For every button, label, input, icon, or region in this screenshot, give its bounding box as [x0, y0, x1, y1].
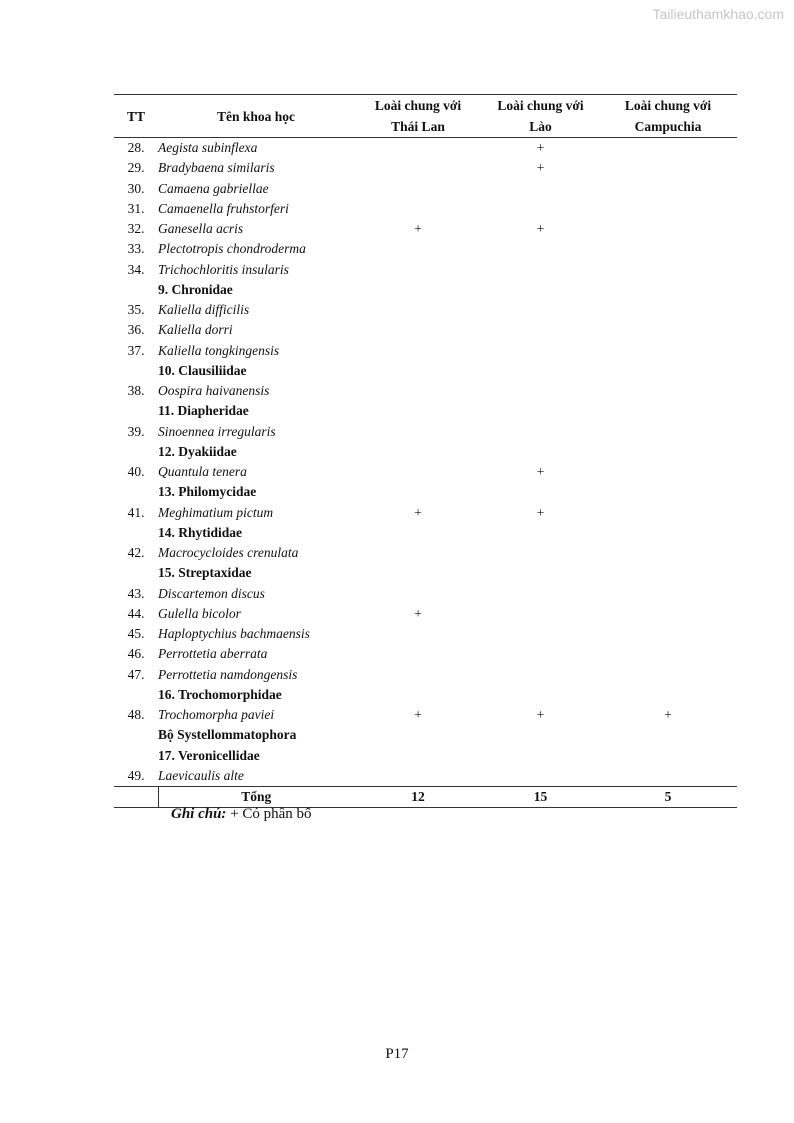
family-name: 11. Diapheridae: [158, 403, 249, 419]
thailand-mark: [354, 725, 482, 745]
species-name: Gulella bicolor: [158, 605, 241, 621]
header-cambodia-line2: Campuchia: [634, 119, 702, 134]
cambodia-mark: [599, 746, 737, 766]
family-heading-row: [114, 725, 737, 745]
row-tt: 39.: [127, 423, 145, 439]
laos-mark: [482, 401, 599, 421]
watermark-text: Tailieuthamkhao.com: [652, 6, 784, 22]
thailand-mark: [354, 401, 482, 421]
header-laos-line2: Lào: [529, 119, 552, 134]
cambodia-mark: [599, 685, 737, 705]
table-row: [114, 705, 737, 725]
thailand-mark: [354, 361, 482, 381]
species-name: Camaena gabriellae: [158, 180, 269, 196]
cambodia-mark: [599, 462, 737, 482]
row-tt: [114, 725, 158, 745]
laos-mark: [482, 766, 599, 787]
table-row: [114, 422, 737, 442]
laos-mark: [482, 746, 599, 766]
species-name: Plectotropis chondroderma: [158, 241, 306, 257]
row-tt: 49.: [127, 767, 145, 783]
row-tt: 37.: [127, 342, 145, 358]
family-heading-row: [114, 685, 737, 705]
species-name: Haploptychius bachmaensis: [158, 626, 310, 642]
thailand-mark: +: [414, 707, 422, 723]
laos-mark: [482, 361, 599, 381]
laos-mark: +: [536, 140, 545, 156]
row-tt: 48.: [127, 707, 145, 723]
family-name: 9. Chronidae: [158, 281, 233, 297]
family-name: Bộ Systellommatophora: [158, 727, 297, 743]
family-heading-row: [114, 361, 737, 381]
laos-mark: [482, 260, 599, 280]
table-note: [171, 806, 312, 823]
row-tt: [114, 746, 158, 766]
thailand-mark: [354, 320, 482, 340]
table-row: [114, 644, 737, 664]
thailand-mark: [354, 766, 482, 787]
thailand-mark: [354, 624, 482, 644]
row-tt: 30.: [127, 180, 145, 196]
laos-mark: [482, 300, 599, 320]
row-tt: [114, 280, 158, 300]
cambodia-mark: [599, 422, 737, 442]
thailand-mark: [354, 158, 482, 178]
cambodia-mark: [599, 138, 737, 159]
cambodia-mark: +: [664, 707, 672, 723]
thailand-mark: [354, 482, 482, 502]
cambodia-mark: [599, 179, 737, 199]
row-tt: 38.: [127, 383, 145, 399]
family-name: 17. Veronicellidae: [158, 747, 260, 763]
species-name: Perrottetia aberrata: [158, 646, 268, 662]
header-thailand: [354, 95, 482, 138]
laos-mark: [482, 280, 599, 300]
row-tt: [114, 523, 158, 543]
header-tt: TT: [126, 108, 145, 124]
species-name: Meghimatium pictum: [158, 504, 274, 520]
table-header-row: [114, 95, 737, 138]
laos-mark: [482, 604, 599, 624]
row-tt: [114, 563, 158, 583]
species-name: Oospira haivanensis: [158, 383, 270, 399]
thailand-mark: [354, 563, 482, 583]
species-name: Discartemon discus: [158, 585, 265, 601]
species-name: Bradybaena similaris: [158, 160, 275, 176]
table-row: [114, 543, 737, 563]
thailand-mark: +: [414, 605, 422, 621]
laos-mark: [482, 584, 599, 604]
total-label: Tổng: [158, 787, 354, 808]
family-name: 12. Dyakiidae: [158, 443, 237, 459]
row-tt: 41.: [127, 504, 145, 520]
table-row: [114, 300, 737, 320]
row-tt: 33.: [127, 241, 145, 257]
thailand-mark: [354, 523, 482, 543]
laos-mark: [482, 482, 599, 502]
species-name: Laevicaulis alte: [158, 767, 244, 783]
species-name: Aegista subinflexa: [158, 140, 258, 156]
table-row: [114, 138, 737, 159]
row-tt: 46.: [127, 646, 145, 662]
table-row: [114, 624, 737, 644]
laos-mark: [482, 199, 599, 219]
thailand-mark: [354, 280, 482, 300]
cambodia-mark: [599, 341, 737, 361]
row-tt: 40.: [127, 464, 145, 480]
species-name: Ganesella acris: [158, 221, 244, 237]
laos-mark: +: [536, 464, 545, 480]
cambodia-mark: [599, 361, 737, 381]
row-tt: [114, 482, 158, 502]
table-row: [114, 462, 737, 482]
table-row: [114, 665, 737, 685]
table-row: [114, 604, 737, 624]
family-heading-row: [114, 746, 737, 766]
cambodia-mark: [599, 644, 737, 664]
family-heading-row: [114, 523, 737, 543]
cambodia-mark: [599, 766, 737, 787]
note-label: Ghi chú:: [171, 806, 227, 822]
thailand-mark: [354, 665, 482, 685]
table-row: [114, 341, 737, 361]
thailand-mark: [354, 138, 482, 159]
species-name: Trochomorpha paviei: [158, 707, 275, 723]
laos-mark: [482, 543, 599, 563]
cambodia-mark: [599, 199, 737, 219]
cambodia-mark: [599, 482, 737, 502]
total-empty-cell: [114, 787, 158, 808]
header-cambodia-line1: Loài chung với: [624, 98, 712, 113]
table-row: [114, 320, 737, 340]
family-name: 10. Clausiliidae: [158, 362, 247, 378]
cambodia-mark: [599, 624, 737, 644]
cambodia-mark: [599, 523, 737, 543]
species-name: Quantula tenera: [158, 464, 247, 480]
row-tt: 32.: [127, 221, 145, 237]
thailand-mark: [354, 543, 482, 563]
header-scientific-name: Tên khoa học: [216, 108, 296, 124]
laos-mark: +: [536, 160, 545, 176]
family-name: 14. Rhytididae: [158, 524, 243, 540]
cambodia-mark: [599, 158, 737, 178]
family-heading-row: [114, 401, 737, 421]
note-text: + Có phân bố: [226, 806, 312, 822]
table-row: [114, 584, 737, 604]
family-name: 15. Streptaxidae: [158, 565, 252, 581]
table-row: [114, 260, 737, 280]
row-tt: 44.: [127, 605, 145, 621]
laos-mark: [482, 442, 599, 462]
total-cambodia: 5: [664, 789, 672, 804]
cambodia-mark: [599, 725, 737, 745]
row-tt: 36.: [127, 322, 145, 338]
thailand-mark: [354, 381, 482, 401]
table-row: [114, 766, 737, 787]
header-thailand-line2: Thái Lan: [391, 119, 445, 134]
species-name: Trichochloritis insularis: [158, 261, 289, 277]
row-tt: 34.: [127, 261, 145, 277]
cambodia-mark: [599, 442, 737, 462]
cambodia-mark: [599, 239, 737, 259]
cambodia-mark: [599, 219, 737, 239]
cambodia-mark: [599, 665, 737, 685]
species-name: Sinoennea irregularis: [158, 423, 276, 439]
laos-mark: [482, 179, 599, 199]
family-name: 16. Trochomorphidae: [158, 686, 282, 702]
header-cambodia: [599, 95, 737, 138]
thailand-mark: [354, 644, 482, 664]
table-body: [114, 138, 737, 787]
species-name: Perrottetia namdongensis: [158, 666, 298, 682]
row-tt: [114, 401, 158, 421]
thailand-mark: [354, 260, 482, 280]
laos-mark: +: [536, 221, 545, 237]
species-name: Kaliella dorri: [158, 322, 233, 338]
cambodia-mark: [599, 604, 737, 624]
table-row: [114, 239, 737, 259]
species-name: Kaliella tongkingensis: [158, 342, 280, 358]
laos-mark: +: [536, 707, 545, 723]
laos-mark: [482, 320, 599, 340]
row-tt: 31.: [127, 200, 145, 216]
thailand-mark: [354, 462, 482, 482]
thailand-mark: [354, 199, 482, 219]
cambodia-mark: [599, 401, 737, 421]
family-heading-row: [114, 563, 737, 583]
cambodia-mark: [599, 280, 737, 300]
family-heading-row: [114, 482, 737, 502]
table-row: [114, 179, 737, 199]
total-laos: 15: [533, 789, 548, 804]
cambodia-mark: [599, 300, 737, 320]
laos-mark: [482, 422, 599, 442]
laos-mark: [482, 725, 599, 745]
cambodia-mark: [599, 381, 737, 401]
row-tt: [114, 361, 158, 381]
laos-mark: [482, 685, 599, 705]
thailand-mark: [354, 685, 482, 705]
total-row: [114, 787, 737, 808]
laos-mark: +: [536, 504, 545, 520]
table-row: [114, 381, 737, 401]
species-name: Kaliella difficilis: [158, 302, 250, 318]
laos-mark: [482, 665, 599, 685]
row-tt: 47.: [127, 666, 145, 682]
row-tt: [114, 442, 158, 462]
family-heading-row: [114, 280, 737, 300]
row-tt: 43.: [127, 585, 145, 601]
species-table: [114, 94, 737, 808]
thailand-mark: [354, 179, 482, 199]
table-row: [114, 158, 737, 178]
row-tt: 42.: [127, 545, 145, 561]
cambodia-mark: [599, 563, 737, 583]
laos-mark: [482, 644, 599, 664]
species-name: Macrocycloides crenulata: [158, 545, 299, 561]
thailand-mark: [354, 746, 482, 766]
laos-mark: [482, 563, 599, 583]
row-tt: 28.: [127, 140, 145, 156]
header-laos-line1: Loài chung với: [497, 98, 584, 113]
table-row: [114, 199, 737, 219]
table-row: [114, 503, 737, 523]
page-number: P17: [385, 1046, 409, 1062]
header-thailand-line1: Loài chung với: [374, 98, 462, 113]
row-tt: 45.: [127, 626, 145, 642]
laos-mark: [482, 624, 599, 644]
thailand-mark: [354, 341, 482, 361]
laos-mark: [482, 341, 599, 361]
laos-mark: [482, 239, 599, 259]
laos-mark: [482, 523, 599, 543]
thailand-mark: [354, 442, 482, 462]
total-thailand: 12: [411, 789, 425, 804]
cambodia-mark: [599, 320, 737, 340]
family-name: 13. Philomycidae: [158, 484, 257, 500]
row-tt: [114, 685, 158, 705]
table-row: [114, 219, 737, 239]
row-tt: 29.: [127, 160, 145, 176]
species-name: Camaenella fruhstorferi: [158, 200, 289, 216]
family-heading-row: [114, 442, 737, 462]
thailand-mark: [354, 584, 482, 604]
thailand-mark: [354, 422, 482, 442]
cambodia-mark: [599, 503, 737, 523]
cambodia-mark: [599, 543, 737, 563]
header-laos: [482, 95, 599, 138]
thailand-mark: +: [414, 221, 422, 237]
laos-mark: [482, 381, 599, 401]
cambodia-mark: [599, 584, 737, 604]
thailand-mark: +: [414, 504, 422, 520]
thailand-mark: [354, 239, 482, 259]
cambodia-mark: [599, 260, 737, 280]
thailand-mark: [354, 300, 482, 320]
row-tt: 35.: [127, 302, 145, 318]
